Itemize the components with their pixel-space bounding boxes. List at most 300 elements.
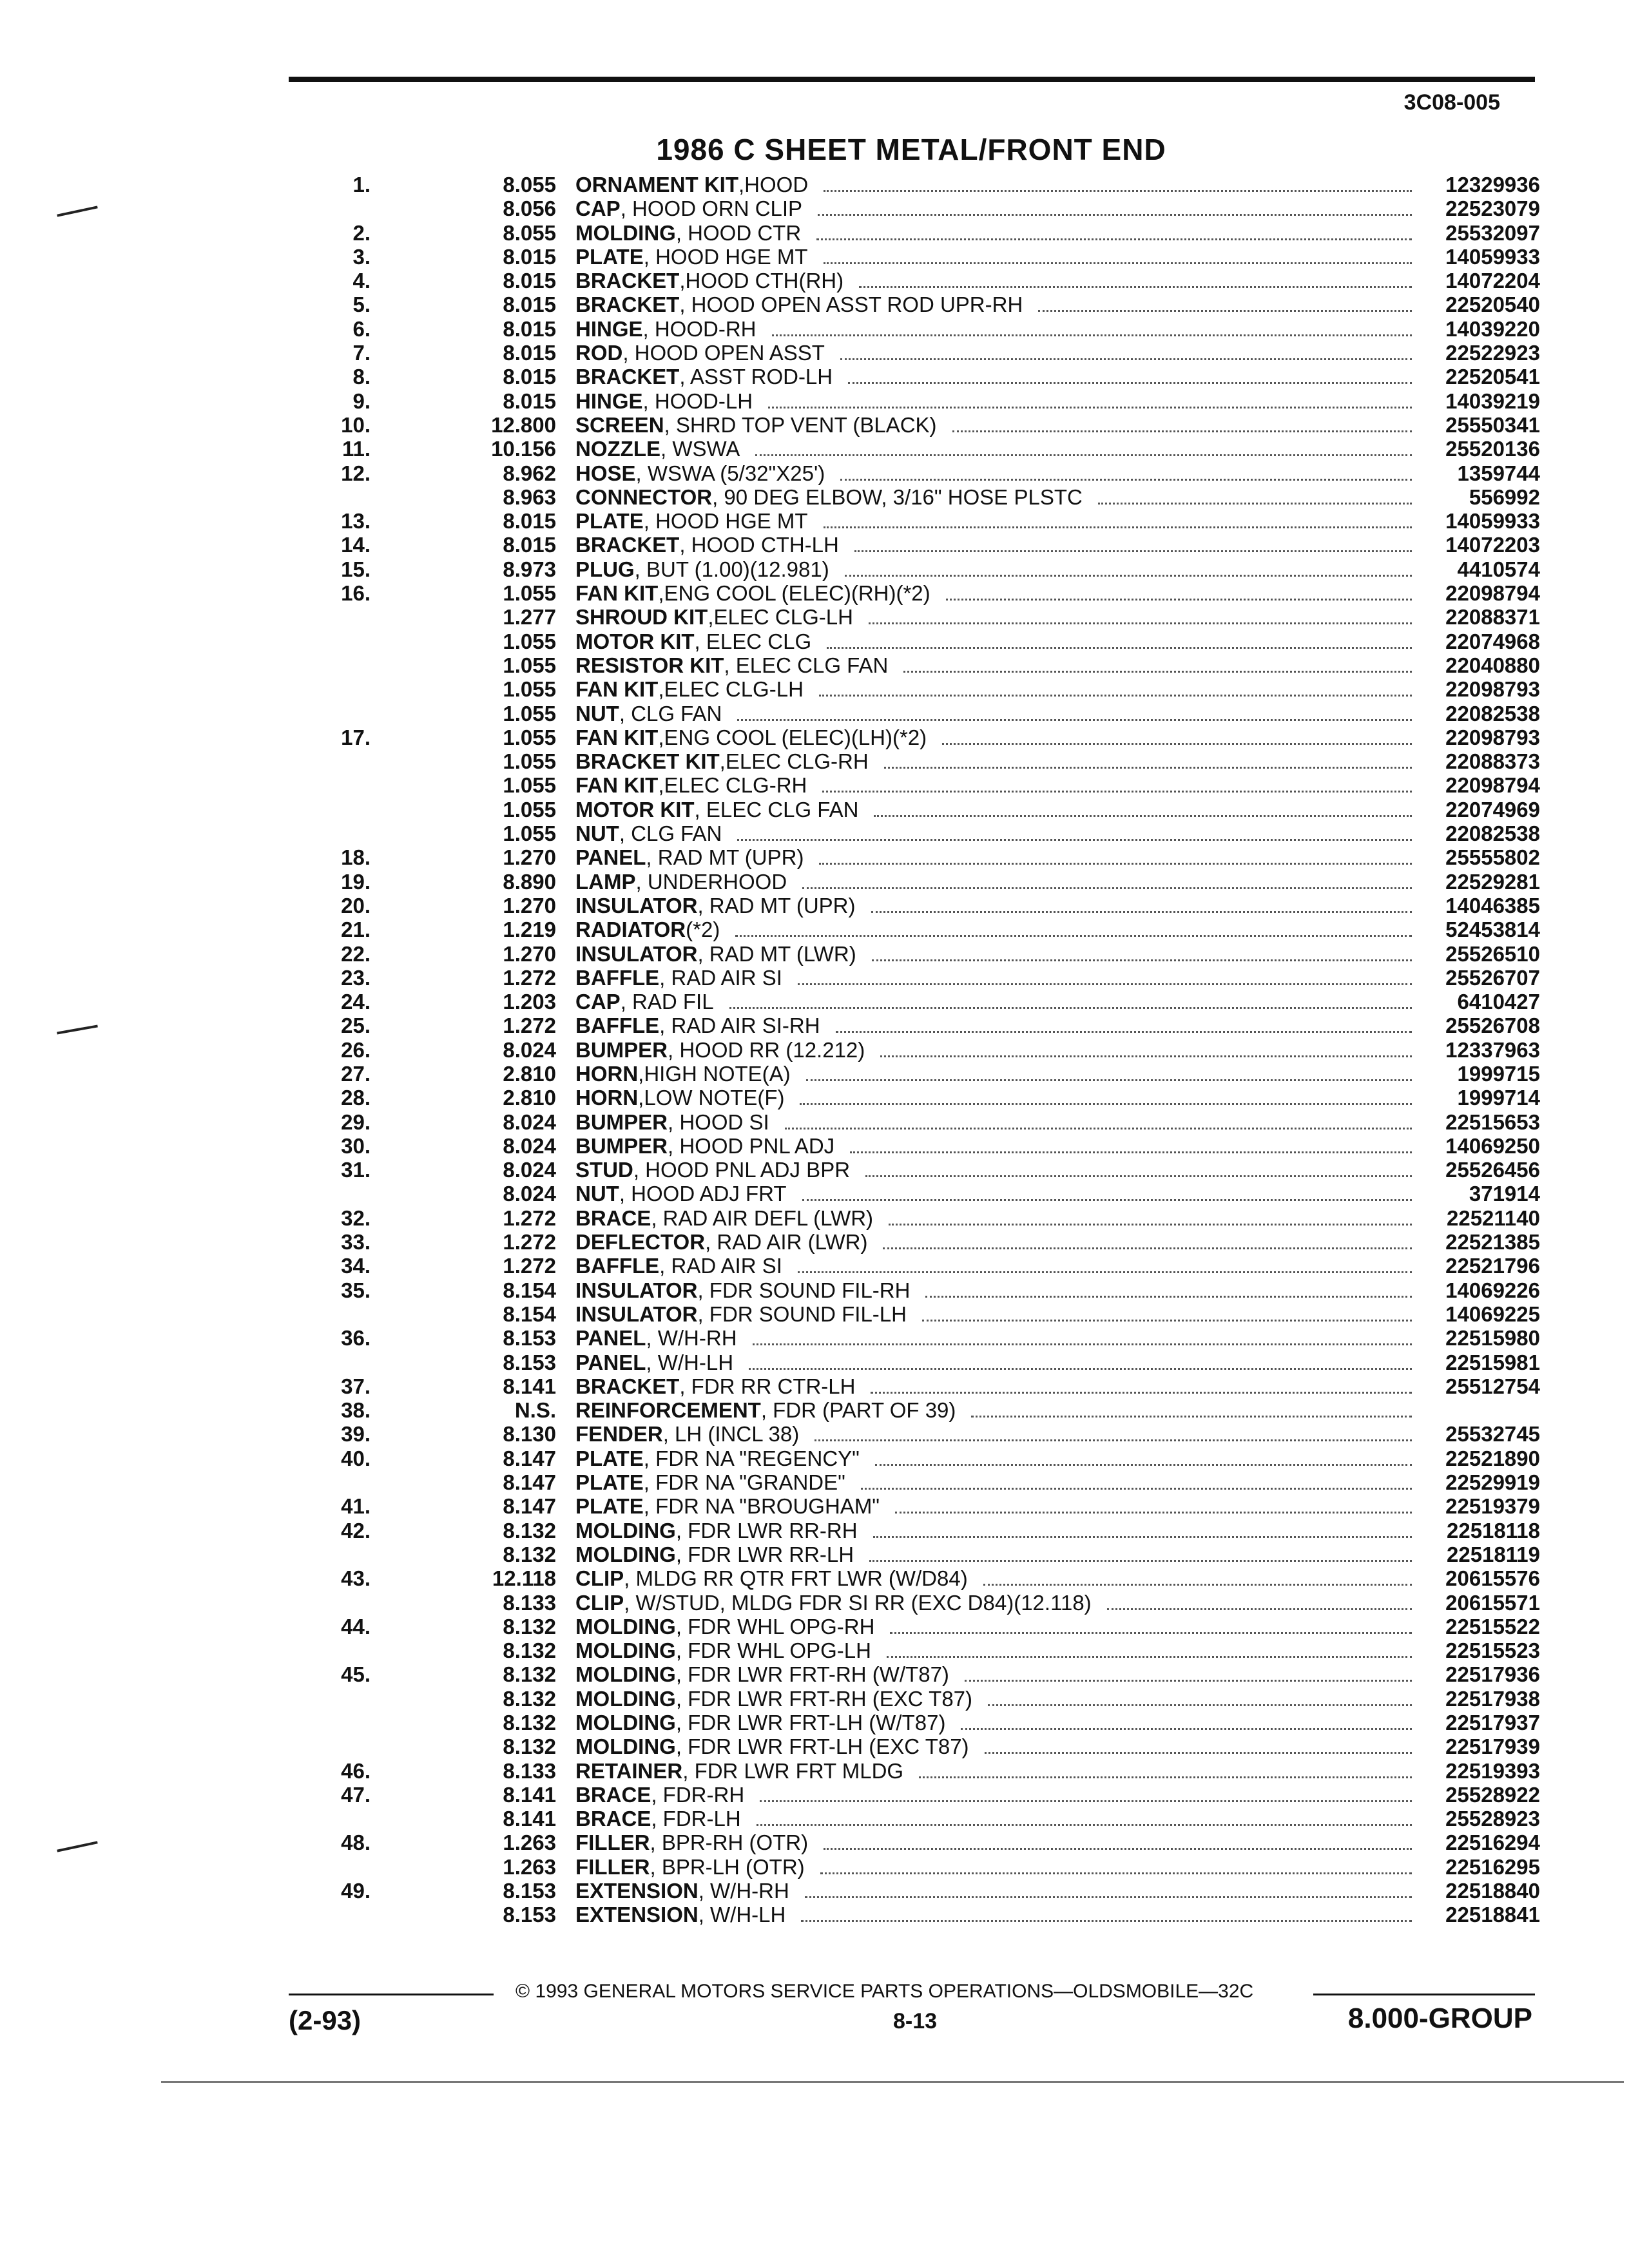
group-number: 8.015 — [503, 389, 556, 413]
dot-leader — [760, 1787, 1412, 1802]
dot-leader — [887, 1643, 1412, 1658]
part-description — [575, 581, 1427, 605]
part-number: 4410574 — [1457, 557, 1540, 581]
part-description — [575, 485, 1427, 509]
part-row — [284, 197, 1540, 220]
part-name: CAP — [575, 197, 621, 221]
dot-leader — [889, 1211, 1412, 1225]
dot-leader — [819, 850, 1412, 865]
group-number: 8.132 — [503, 1735, 556, 1759]
part-detail: ,ELEC CLG-LH — [658, 677, 804, 702]
part-number: 22521796 — [1445, 1254, 1540, 1278]
part-description — [575, 1278, 1427, 1302]
part-number: 22517936 — [1445, 1662, 1540, 1687]
group-number: 2.810 — [503, 1086, 556, 1110]
part-description — [575, 1350, 1427, 1374]
item-number: 21. — [341, 918, 371, 942]
part-description — [575, 1302, 1427, 1326]
part-row — [284, 822, 1540, 845]
group-number: 1.203 — [503, 990, 556, 1014]
part-row — [284, 533, 1540, 557]
part-description — [575, 245, 1427, 269]
part-number: 25512754 — [1445, 1374, 1540, 1398]
part-name: BRACKET — [575, 293, 680, 317]
part-description — [575, 557, 1427, 581]
item-number: 32. — [341, 1206, 371, 1230]
group-number: 8.141 — [503, 1782, 556, 1807]
part-name: MOLDING — [575, 1614, 676, 1639]
part-row — [284, 1350, 1540, 1374]
part-detail: , UNDERHOOD — [635, 869, 787, 894]
part-row — [284, 1398, 1540, 1422]
part-row — [284, 461, 1540, 485]
dot-leader — [836, 1018, 1412, 1033]
part-row — [284, 1206, 1540, 1230]
dot-leader — [1098, 490, 1412, 505]
part-row — [284, 894, 1540, 918]
part-number: 22088371 — [1445, 605, 1540, 629]
part-row — [284, 1374, 1540, 1398]
part-name: BRACE — [575, 1782, 651, 1807]
dot-leader — [952, 418, 1412, 432]
part-detail: , HOOD RR (12.212) — [668, 1037, 865, 1062]
dot-leader — [922, 1307, 1412, 1321]
group-number: 8.141 — [503, 1374, 556, 1398]
part-description — [575, 437, 1427, 461]
footer-date: (2-93) — [289, 2005, 361, 2035]
scan-edge — [161, 2081, 1624, 2083]
part-name: PLATE — [575, 244, 644, 269]
part-number: 14069226 — [1445, 1278, 1540, 1302]
scan-mark — [57, 1024, 98, 1034]
part-detail: , FDR-RH — [651, 1782, 745, 1807]
dot-leader — [816, 226, 1412, 240]
group-number: 8.890 — [503, 869, 556, 894]
item-number: 4. — [352, 269, 371, 293]
dot-leader — [772, 322, 1412, 336]
part-number: 22074968 — [1445, 629, 1540, 653]
part-detail: , HOOD PNL ADJ BPR — [633, 1158, 851, 1182]
group-number: 8.024 — [503, 1037, 556, 1062]
part-number: 22515981 — [1445, 1350, 1540, 1374]
part-number: 22515523 — [1445, 1639, 1540, 1663]
part-row — [284, 1038, 1540, 1062]
group-number: 8.132 — [503, 1662, 556, 1687]
part-number: 14059933 — [1445, 509, 1540, 533]
part-number: 22518840 — [1445, 1879, 1540, 1903]
part-description — [575, 389, 1427, 413]
group-number: 8.132 — [503, 1614, 556, 1639]
page-title: 1986 C SHEET METAL/FRONT END — [656, 133, 1166, 166]
group-number: 8.962 — [503, 461, 556, 485]
part-description — [575, 341, 1427, 365]
part-row — [284, 1855, 1540, 1879]
item-number: 26. — [341, 1037, 371, 1062]
item-number: 2. — [352, 220, 371, 245]
part-name: FAN KIT — [575, 581, 659, 606]
part-number: 22515522 — [1445, 1614, 1540, 1639]
part-detail: , FDR LWR FRT-RH (EXC T87) — [675, 1686, 973, 1711]
part-row — [284, 1470, 1540, 1494]
part-description — [575, 413, 1427, 437]
dot-leader — [737, 706, 1412, 721]
group-number: 8.153 — [503, 1326, 556, 1350]
part-detail: , ELEC CLG FAN — [724, 653, 889, 677]
part-name: PLATE — [575, 1494, 644, 1519]
part-description — [575, 1662, 1427, 1686]
item-number: 40. — [341, 1446, 371, 1470]
part-name: PANEL — [575, 1350, 646, 1374]
part-row — [284, 773, 1540, 797]
part-number: 20615571 — [1445, 1590, 1540, 1615]
part-row — [284, 1494, 1540, 1518]
part-row — [284, 870, 1540, 894]
part-name: HINGE — [575, 316, 643, 341]
dot-leader — [1038, 297, 1412, 312]
part-number: 14059933 — [1445, 244, 1540, 269]
part-description — [575, 1855, 1427, 1879]
part-detail: , RAD MT (LWR) — [697, 941, 856, 966]
part-number: 22515653 — [1445, 1110, 1540, 1134]
dot-leader — [875, 1451, 1412, 1466]
part-description — [575, 1735, 1427, 1758]
item-number: 45. — [341, 1662, 371, 1687]
item-number: 6. — [352, 316, 371, 341]
item-number: 16. — [341, 581, 371, 606]
part-name: FILLER — [575, 1854, 650, 1879]
dot-leader — [819, 682, 1412, 697]
part-number: 22074969 — [1445, 797, 1540, 822]
group-number: 8.963 — [503, 485, 556, 509]
group-number: 1.270 — [503, 893, 556, 918]
part-detail: ,HOOD — [738, 173, 809, 197]
part-detail: , RAD FIL — [620, 990, 714, 1014]
part-name: EXTENSION — [575, 1879, 699, 1903]
part-detail: , HOOD HGE MT — [643, 244, 808, 269]
part-description — [575, 894, 1427, 918]
part-row — [284, 1687, 1540, 1711]
group-number: 8.015 — [503, 365, 556, 389]
part-detail: , W/H-LH — [698, 1903, 786, 1927]
group-number: 1.055 — [503, 629, 556, 653]
part-name: PANEL — [575, 845, 646, 870]
item-number: 20. — [341, 893, 371, 918]
part-row — [284, 1639, 1540, 1662]
part-detail: , RAD AIR (LWR) — [705, 1230, 868, 1254]
group-number: 1.219 — [503, 918, 556, 942]
part-row — [284, 269, 1540, 293]
item-number: 12. — [341, 461, 371, 485]
dot-leader — [729, 994, 1412, 1009]
part-name: ORNAMENT KIT — [575, 173, 738, 197]
part-name: BAFFLE — [575, 1254, 660, 1278]
group-number: 1.270 — [503, 941, 556, 966]
group-number: 1.055 — [503, 773, 556, 798]
group-number: 1.055 — [503, 797, 556, 822]
part-number: 22521140 — [1446, 1206, 1540, 1230]
part-detail: , HOOD OPEN ASST ROD UPR-RH — [679, 293, 1023, 317]
part-row — [284, 1807, 1540, 1831]
group-number: 8.015 — [503, 316, 556, 341]
part-name: HOSE — [575, 461, 636, 485]
scan-mark — [57, 206, 97, 216]
item-number: 35. — [341, 1278, 371, 1302]
group-number: 8.132 — [503, 1639, 556, 1663]
part-detail: , RAD AIR SI — [659, 1254, 782, 1278]
item-number: 7. — [352, 341, 371, 365]
part-description — [575, 822, 1427, 845]
part-description — [575, 1398, 1427, 1422]
group-number: 8.133 — [503, 1758, 556, 1783]
part-name: RETAINER — [575, 1758, 683, 1783]
group-number: 1.263 — [503, 1831, 556, 1855]
dot-leader — [872, 947, 1412, 961]
part-number: 22523079 — [1445, 197, 1540, 221]
item-number: 11. — [342, 437, 371, 461]
group-number: 8.973 — [503, 557, 556, 581]
part-name: MOLDING — [575, 1711, 676, 1735]
part-detail: ,LOW NOTE(F) — [638, 1086, 785, 1110]
item-number: 1. — [352, 173, 371, 197]
part-row — [284, 1783, 1540, 1807]
dot-leader — [883, 1235, 1412, 1249]
part-description — [575, 533, 1427, 557]
footer-rule-left — [289, 1994, 494, 1995]
dot-leader — [942, 730, 1412, 745]
dot-leader — [988, 1691, 1412, 1706]
part-row — [284, 1302, 1540, 1326]
dot-leader — [848, 369, 1412, 384]
part-name: BRACKET — [575, 1374, 680, 1398]
part-detail: , RAD AIR DEFL (LWR) — [651, 1206, 874, 1230]
item-number: 27. — [341, 1061, 371, 1086]
part-row — [284, 798, 1540, 822]
dot-leader — [946, 586, 1412, 601]
group-number: 8.153 — [503, 1903, 556, 1927]
part-number: 22082538 — [1445, 701, 1540, 726]
part-description — [575, 1110, 1427, 1134]
item-number: 43. — [341, 1566, 371, 1591]
part-number: 22520541 — [1445, 365, 1540, 389]
part-description — [575, 702, 1427, 726]
group-number: 8.015 — [503, 269, 556, 293]
part-description — [575, 293, 1427, 316]
part-description — [575, 918, 1427, 941]
part-name: HORN — [575, 1086, 639, 1110]
dot-leader — [785, 1115, 1412, 1129]
part-description — [575, 1374, 1427, 1398]
dot-leader — [735, 922, 1412, 937]
part-row — [284, 293, 1540, 316]
part-name: CAP — [575, 990, 621, 1014]
part-description — [575, 726, 1427, 749]
dot-leader — [965, 1667, 1412, 1682]
part-detail: , FDR RR CTR-LH — [679, 1374, 856, 1398]
dot-leader — [865, 1162, 1412, 1177]
part-row — [284, 581, 1540, 605]
group-number: 8.132 — [503, 1542, 556, 1566]
page-code: 3C08-005 — [1403, 90, 1500, 115]
part-name: NUT — [575, 1182, 619, 1206]
part-detail: , HOOD SI — [668, 1110, 769, 1134]
dot-leader — [850, 1139, 1412, 1153]
group-number: 8.130 — [503, 1422, 556, 1446]
dot-leader — [820, 1860, 1412, 1874]
scan-mark — [57, 1841, 97, 1852]
part-description — [575, 317, 1427, 341]
part-description — [575, 1903, 1427, 1927]
part-detail: , FDR LWR FRT MLDG — [682, 1758, 904, 1783]
part-description — [575, 1230, 1427, 1254]
dot-leader — [861, 1475, 1412, 1490]
part-description — [575, 1158, 1427, 1182]
part-name: FAN KIT — [575, 725, 659, 749]
part-number: 22518841 — [1445, 1903, 1540, 1927]
part-row — [284, 1903, 1540, 1927]
part-row — [284, 726, 1540, 749]
part-detail: , ELEC CLG — [694, 629, 812, 653]
dot-leader — [845, 562, 1412, 577]
group-number: 8.132 — [503, 1686, 556, 1711]
part-row — [284, 1879, 1540, 1903]
group-number: 8.154 — [503, 1302, 556, 1326]
part-name: REINFORCEMENT — [575, 1398, 761, 1423]
dot-leader — [827, 634, 1412, 649]
part-number: 14072203 — [1445, 533, 1540, 557]
part-name: RADIATOR — [575, 918, 686, 942]
part-detail: , BPR-RH (OTR) — [650, 1831, 809, 1855]
part-row — [284, 749, 1540, 773]
part-name: CLIP — [575, 1566, 624, 1591]
item-number: 46. — [341, 1758, 371, 1783]
item-number: 24. — [341, 990, 371, 1014]
part-row — [284, 677, 1540, 701]
part-description — [575, 1134, 1427, 1158]
dot-leader — [798, 970, 1412, 985]
part-description — [575, 798, 1427, 822]
part-description — [575, 1206, 1427, 1230]
part-detail: , FDR NA "GRANDE" — [643, 1470, 845, 1495]
part-detail: , CLG FAN — [619, 701, 722, 726]
part-description — [575, 1591, 1427, 1615]
part-number: 25550341 — [1445, 412, 1540, 437]
item-number: 39. — [341, 1422, 371, 1446]
group-number: 8.133 — [503, 1590, 556, 1615]
dot-leader — [840, 466, 1412, 481]
part-description — [575, 1470, 1427, 1494]
part-row — [284, 605, 1540, 629]
part-number: 22522923 — [1445, 341, 1540, 365]
part-number: 25526510 — [1445, 941, 1540, 966]
part-name: MOLDING — [575, 1686, 676, 1711]
part-detail: , WSWA — [660, 437, 740, 461]
dot-leader — [800, 1090, 1412, 1105]
part-number: 25528922 — [1445, 1782, 1540, 1807]
item-number: 13. — [341, 509, 371, 533]
part-row — [284, 1542, 1540, 1566]
part-description — [575, 173, 1427, 197]
dot-leader — [806, 1066, 1412, 1081]
group-number: 8.015 — [503, 244, 556, 269]
part-detail: , CLG FAN — [619, 822, 722, 846]
part-detail: , MLDG RR QTR FRT LWR (W/D84) — [624, 1566, 968, 1591]
part-detail: , RAD MT (UPR) — [697, 893, 856, 918]
part-row — [284, 1519, 1540, 1542]
part-row — [284, 1278, 1540, 1302]
part-name: BUMPER — [575, 1037, 668, 1062]
part-row — [284, 1086, 1540, 1110]
dot-leader — [895, 1499, 1412, 1514]
part-detail: , SHRD TOP VENT (BLACK) — [664, 412, 937, 437]
part-detail: , FDR LWR FRT-RH (W/T87) — [675, 1662, 949, 1687]
part-row — [284, 990, 1540, 1014]
part-number: 22098793 — [1445, 677, 1540, 702]
part-name: PLATE — [575, 1470, 644, 1495]
part-name: INSULATOR — [575, 1302, 698, 1326]
part-name: BAFFLE — [575, 965, 660, 990]
part-name: MOLDING — [575, 1639, 676, 1663]
item-number: 8. — [352, 365, 371, 389]
part-detail: , LH (INCL 38) — [662, 1422, 800, 1446]
part-detail: ,ELEC CLG-RH — [658, 773, 807, 798]
part-description — [575, 1879, 1427, 1903]
item-number: 34. — [341, 1254, 371, 1278]
part-name: PLUG — [575, 557, 635, 581]
part-description — [575, 1494, 1427, 1518]
part-number: 14069225 — [1445, 1302, 1540, 1326]
part-number: 556992 — [1469, 485, 1540, 509]
part-detail: , BUT (1.00)(12.981) — [634, 557, 829, 581]
part-row — [284, 437, 1540, 461]
part-name: PLATE — [575, 1446, 644, 1470]
part-row — [284, 629, 1540, 653]
part-description — [575, 1326, 1427, 1350]
part-row — [284, 1615, 1540, 1639]
dot-leader — [822, 778, 1412, 793]
part-detail: , W/H-LH — [646, 1350, 734, 1374]
part-name: STUD — [575, 1158, 633, 1182]
part-row — [284, 1182, 1540, 1206]
part-number: 22518118 — [1446, 1518, 1540, 1542]
dot-leader — [753, 1331, 1412, 1345]
part-number: 14039219 — [1445, 389, 1540, 413]
part-description — [575, 197, 1427, 220]
part-number: 12337963 — [1445, 1037, 1540, 1062]
group-number: 8.147 — [503, 1470, 556, 1495]
part-name: BAFFLE — [575, 1014, 660, 1038]
part-detail: ,ENG COOL (ELEC)(RH)(*2) — [658, 581, 930, 606]
item-number: 47. — [341, 1782, 371, 1807]
part-number: 22521385 — [1445, 1230, 1540, 1254]
item-number: 42. — [341, 1518, 371, 1542]
group-number: 1.272 — [503, 1230, 556, 1254]
dot-leader — [824, 249, 1412, 264]
part-description — [575, 1422, 1427, 1446]
dot-leader — [983, 1571, 1412, 1586]
part-number: 20615576 — [1445, 1566, 1540, 1591]
dot-leader — [871, 898, 1412, 913]
dot-leader — [985, 1739, 1412, 1754]
part-name: BRACKET — [575, 269, 680, 293]
group-number: 1.055 — [503, 725, 556, 749]
part-description — [575, 870, 1427, 894]
dot-leader — [869, 610, 1412, 624]
part-row — [284, 173, 1540, 197]
footer-copyright: © 1993 GENERAL MOTORS SERVICE PARTS OPERATIONS—OLDSMOBILE—32C — [516, 1981, 1254, 2002]
part-row — [284, 702, 1540, 726]
part-row — [284, 509, 1540, 533]
part-number: 22529919 — [1445, 1470, 1540, 1495]
